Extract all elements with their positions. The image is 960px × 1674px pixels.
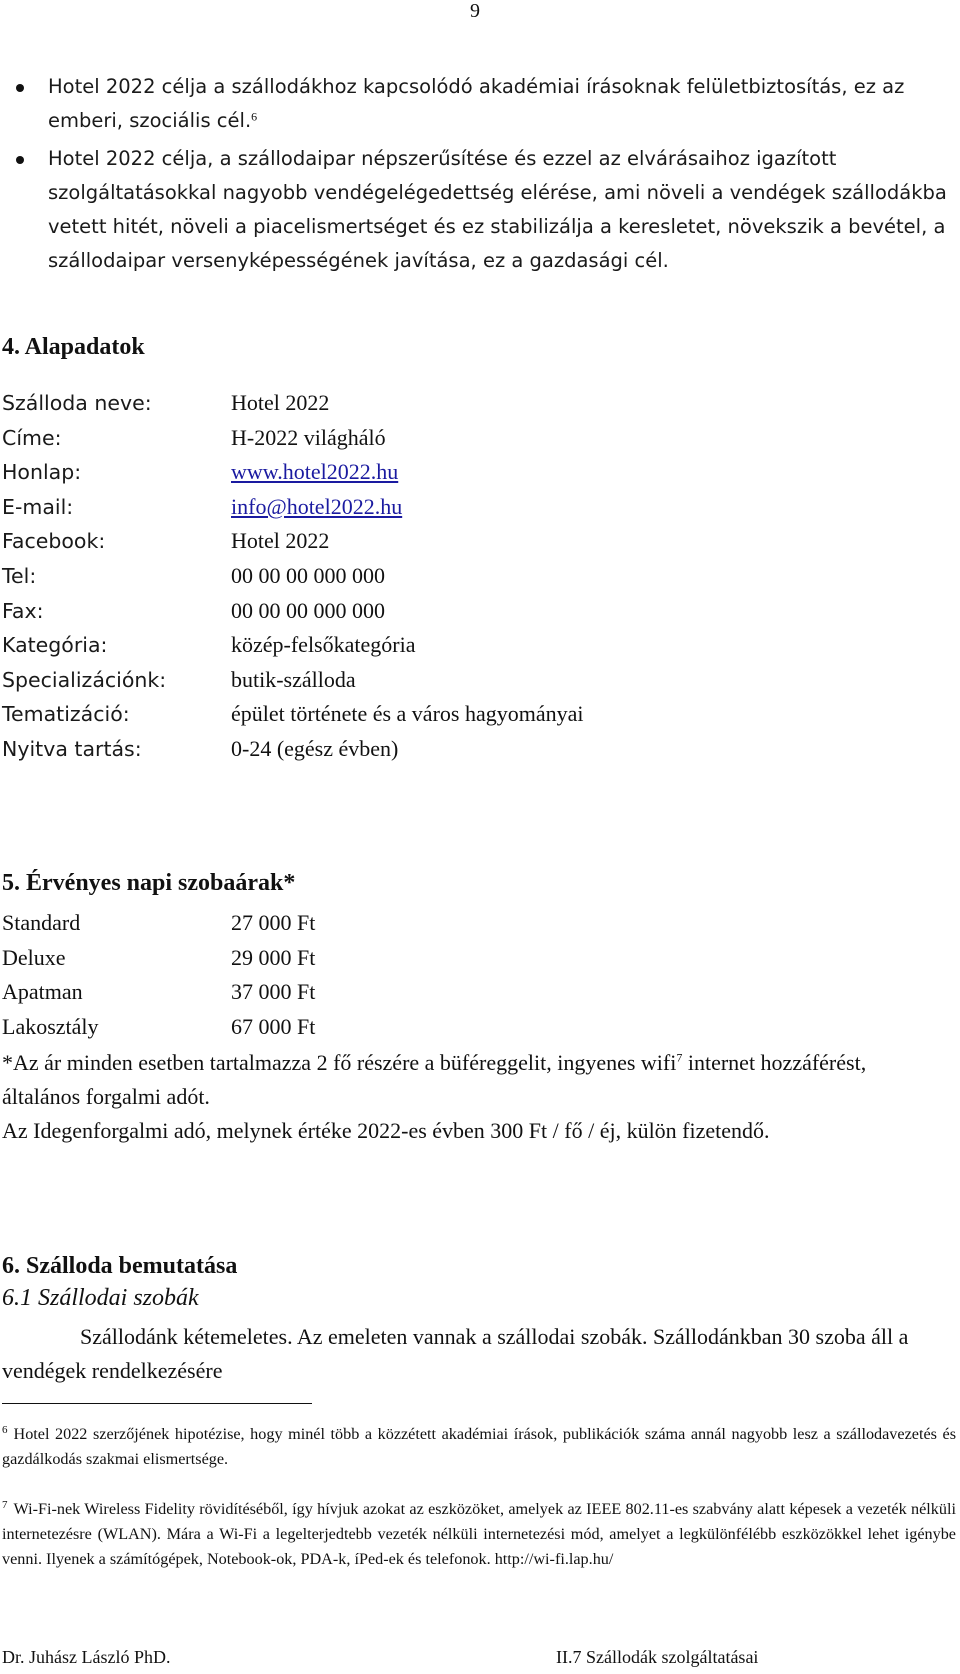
info-row-fax [2, 594, 583, 629]
section-heading-hotel-intro: 6. Szálloda bemutatása [2, 1253, 238, 1279]
footnote-ref-7[interactable]: 7 [676, 1050, 683, 1065]
page-number: 9 [470, 0, 480, 22]
subsection-heading-rooms: 6.1 Szállodai szobák [2, 1285, 199, 1311]
bullet-item-academic-goal [0, 70, 960, 138]
info-value: 00 00 00 000 000 [231, 562, 385, 588]
room-type: Standard [2, 910, 81, 935]
info-value: épület története és a város hagyományai [231, 701, 584, 727]
room-price: 29 000 Ft [231, 944, 316, 970]
tourist-tax-note: Az Idegenforgalmi adó, melynek értéke 2022-es évben 300 Ft / fő / éj, külön fizetendő. [2, 1118, 770, 1143]
bullet-icon [16, 84, 24, 92]
info-label: Facebook: [2, 529, 106, 554]
room-price: 27 000 Ft [231, 910, 316, 935]
footer-author: Dr. Juhász László PhD. [2, 1647, 171, 1667]
info-label: E-mail: [2, 494, 74, 519]
info-label: Tematizáció: [2, 702, 130, 727]
room-type: Lakosztály [2, 1013, 99, 1039]
info-label: Fax: [2, 598, 44, 623]
info-value: butik-szálloda [231, 666, 356, 692]
bullet-item-economic-goal [0, 142, 960, 278]
footnote-mark: 6 [2, 1423, 8, 1436]
footnote-text: Hotel 2022 szerzőjének hipotézise, hogy minél több a közzétett akadémiai írások, publikációk száma annál nagyobb lesz a szállodavezetés és gazdálkodás szakmai elismertsége. [2, 1425, 956, 1468]
price-note [2, 1046, 922, 1114]
info-value: 0-24 (egész évben) [231, 735, 399, 761]
info-row-opening-hours [2, 732, 583, 767]
info-row-facebook [2, 524, 583, 559]
info-row-address [2, 421, 583, 456]
info-value: H-2022 világháló [231, 424, 386, 450]
info-row-theme [2, 697, 583, 732]
section-heading-basic-data: 4. Alapadatok [2, 334, 145, 360]
info-value: Hotel 2022 [231, 390, 330, 415]
basic-data-table [2, 386, 583, 767]
info-row-specialization [2, 663, 583, 698]
footnote-ref-6[interactable]: 6 [251, 109, 258, 124]
info-value: közép-felsőkategória [231, 632, 416, 658]
room-type: Deluxe [2, 944, 66, 970]
footer-chapter: II.7 Szállodák szolgáltatásai [556, 1647, 759, 1667]
bullet-text: Hotel 2022 célja, a szállodaipar népszerűsítése és ezzel az elvárásaihoz igazított szolgáltatásokkal nagyobb vendégelégedettség elérése, ami növeli a vendégek szállodákba vetett hitét, növeli a piacelismertséget és ez stabilizálja a keresletet, növekszik a bevétel, a szállodaipar versenyképességének javítása, ez a gazdasági cél. [48, 147, 947, 272]
info-row-category [2, 628, 583, 663]
section-heading-room-prices: 5. Érvényes napi szobaárak* [2, 870, 296, 896]
info-label: Nyitva tartás: [2, 736, 142, 761]
email-link[interactable]: info@hotel2022.hu [231, 493, 403, 519]
info-label: Specializációnk: [2, 667, 167, 692]
price-note-text-end: internet hozzáférést, általános forgalmi adót. [2, 1050, 867, 1109]
info-label: Kategória: [2, 633, 108, 658]
rooms-paragraph: Szállodánk kétemeletes. Az emeleten vannak a szállodai szobák. Szállodánkban 30 szoba áll a vendégek rendelkezésére [2, 1324, 909, 1383]
info-label: Honlap: [2, 460, 82, 485]
room-type: Apatman [2, 979, 83, 1005]
info-label: Szálloda neve: [2, 391, 152, 415]
room-price-table [2, 906, 315, 1044]
info-value: 00 00 00 000 000 [231, 597, 385, 623]
info-row-hotel-name [2, 386, 583, 421]
price-row-standard [2, 906, 315, 941]
room-price: 37 000 Ft [231, 979, 316, 1005]
info-row-email [2, 490, 583, 525]
bullet-text: Hotel 2022 célja a szállodákhoz kapcsolódó akadémiai írásoknak felületbiztosítás, ez az emberi, szociális cél. [48, 75, 905, 132]
price-note-text: *Az ár minden esetben tartalmazza 2 fő részére a büféreggelit, ingyenes wifi [2, 1050, 677, 1075]
room-price: 67 000 Ft [231, 1013, 316, 1039]
info-label: Címe: [2, 425, 62, 450]
info-row-phone [2, 559, 583, 594]
footnote-mark: 7 [2, 1498, 8, 1511]
footnote-text: Wi-Fi-nek Wireless Fidelity rövidítéséből, így hívjuk azokat az eszközöket, amelyek az IEEE 802.11-es szabvány alatt képesek a vezeték nélküli internetezésre (WLAN). Mára a Wi-Fi a legelterjedtebb vezeték nélküli internetezési mód, amelyet a legkülönfélébb eszközökkel lehet igénybe venni. Ilyenek a számítógépek, Notebook-ok, PDA-k, íPed-ek és telefonok. http://wi-fi.lap.hu/ [2, 1500, 956, 1568]
info-value: Hotel 2022 [231, 528, 330, 554]
website-link[interactable]: www.hotel2022.hu [231, 459, 399, 485]
goal-bullet-list [0, 70, 960, 282]
footnote-6 [2, 1422, 956, 1472]
info-row-website [2, 455, 583, 490]
bullet-icon [16, 156, 24, 164]
footnote-divider [2, 1403, 312, 1404]
info-label: Tel: [2, 563, 37, 588]
price-row-suite [2, 1010, 315, 1045]
price-row-apartment [2, 975, 315, 1010]
footnote-7 [2, 1497, 956, 1572]
price-row-deluxe [2, 941, 315, 976]
